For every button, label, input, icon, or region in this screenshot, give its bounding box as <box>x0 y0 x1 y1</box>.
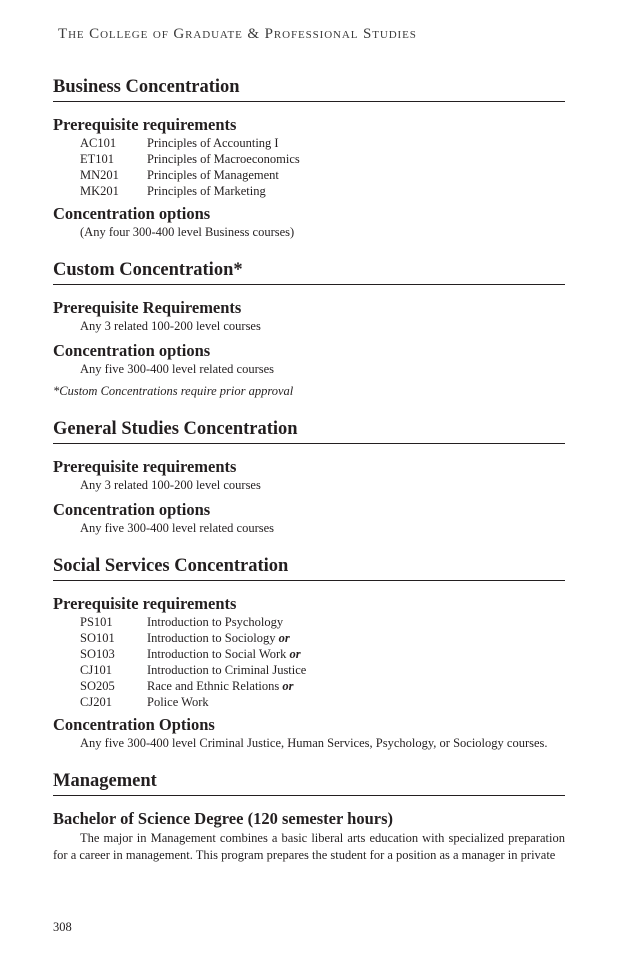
business-options-text: (Any four 300-400 level Business courses) <box>80 225 295 239</box>
general-options-heading: Concentration options <box>53 500 211 519</box>
course-name: Introduction to Sociology or <box>147 631 290 645</box>
course-code: SO205 <box>80 679 115 693</box>
course-code: MK201 <box>80 184 119 198</box>
course-name: Police Work <box>147 695 209 709</box>
course-row <box>53 151 565 167</box>
course-code: SO103 <box>80 647 115 661</box>
social-course-list <box>53 614 565 710</box>
general-studies-concentration-title: General Studies Concentration <box>53 418 565 444</box>
running-head: The College of Graduate & Professional Studies <box>58 26 417 42</box>
course-row <box>53 614 565 630</box>
social-prereq-heading: Prerequisite requirements <box>53 594 237 613</box>
or-conjunction: or <box>282 679 294 693</box>
custom-concentration-title: Custom Concentration* <box>53 259 565 285</box>
course-code: AC101 <box>80 136 117 150</box>
social-services-concentration-title: Social Services Concentration <box>53 555 565 581</box>
or-conjunction: or <box>289 647 301 661</box>
custom-prereq-heading: Prerequisite Requirements <box>53 298 242 317</box>
course-name: Introduction to Criminal Justice <box>147 663 307 677</box>
course-name: Principles of Management <box>147 168 279 182</box>
degree-heading: Bachelor of Science Degree (120 semester hours) <box>53 809 393 828</box>
course-row <box>53 183 565 199</box>
course-code: CJ101 <box>80 663 112 677</box>
course-row <box>53 630 565 646</box>
business-concentration-title: Business Concentration <box>53 76 565 102</box>
course-row <box>53 662 565 678</box>
course-row <box>53 646 565 662</box>
course-name: Introduction to Psychology <box>147 615 284 629</box>
custom-options-text: Any five 300-400 level related courses <box>80 362 275 376</box>
course-name: Principles of Macroeconomics <box>147 152 300 166</box>
general-options-text: Any five 300-400 level related courses <box>80 521 275 535</box>
management-paragraph: The major in Management combines a basic liberal arts education with specialized preparation for a career in management. This program prepares the student for a position as a manager in private <box>53 831 565 862</box>
business-options-heading: Concentration options <box>53 204 211 223</box>
course-row <box>53 694 565 710</box>
course-row <box>53 135 565 151</box>
custom-footnote: *Custom Concentrations require prior approval <box>53 384 294 398</box>
course-code: CJ201 <box>80 695 112 709</box>
course-name: Principles of Marketing <box>147 184 266 198</box>
course-code: SO101 <box>80 631 115 645</box>
general-prereq-text: Any 3 related 100-200 level courses <box>80 478 261 492</box>
custom-options-heading: Concentration options <box>53 341 211 360</box>
course-code: MN201 <box>80 168 119 182</box>
page-number: 308 <box>53 920 72 934</box>
custom-prereq-text: Any 3 related 100-200 level courses <box>80 319 261 333</box>
page-content <box>53 76 565 863</box>
business-course-list <box>53 135 565 199</box>
course-row <box>53 678 565 694</box>
management-title: Management <box>53 770 565 796</box>
course-name: Race and Ethnic Relations or <box>147 679 294 693</box>
course-row <box>53 167 565 183</box>
course-name: Introduction to Social Work or <box>147 647 301 661</box>
business-prereq-heading: Prerequisite requirements <box>53 115 237 134</box>
course-code: PS101 <box>80 615 113 629</box>
course-code: ET101 <box>80 152 115 166</box>
social-options-text: Any five 300-400 level Criminal Justice, Human Services, Psychology, or Sociology courses. <box>80 736 548 750</box>
course-name: Principles of Accounting I <box>147 136 279 150</box>
general-prereq-heading: Prerequisite requirements <box>53 457 237 476</box>
social-options-heading: Concentration Options <box>53 715 215 734</box>
or-conjunction: or <box>278 631 290 645</box>
